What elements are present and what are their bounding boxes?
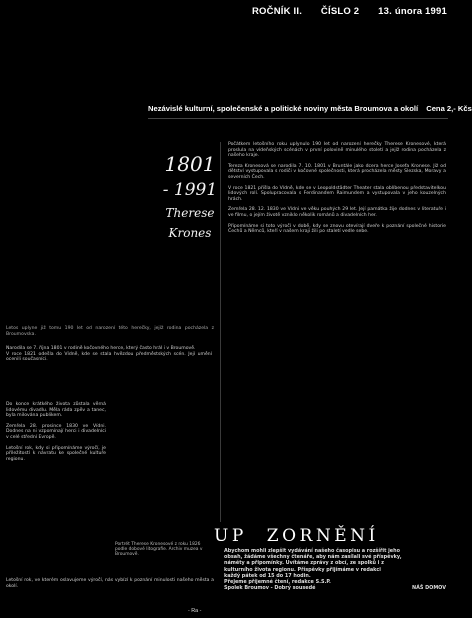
- article-left-outro: [6, 578, 214, 608]
- masthead-volume: ROČNÍK II.: [252, 6, 303, 17]
- notice-title-part-a: UP: [214, 526, 247, 546]
- notice-line: každý pátek od 15 do 17 hodin.: [224, 572, 311, 579]
- paragraph: Tereza Kronesová se narodila 7. 10. 1801 v Bruntále jako dcera herce Josefa Kronese. Již od dětství vystupovala s rodiči v kočovné společnosti, která procházela městy Slezska, Moravy a severních Čech.: [228, 163, 446, 180]
- photo-caption: [115, 542, 211, 582]
- memorial-last-name: Krones: [168, 226, 212, 240]
- masthead-date: 13. února 1991: [378, 6, 447, 17]
- notice-line: Abychom mohli zlepšit vydávání našeho časopisu a rozšířit jeho: [224, 548, 400, 554]
- masthead: [252, 6, 447, 17]
- caption-text: Portrét Therese Kronesové z roku 1826 podle dobové litografie. Archiv muzea v Broumově.: [115, 542, 203, 557]
- notice-signoff-right: NÁŠ DOMOV: [412, 585, 446, 592]
- newspaper-subtitle: [148, 104, 472, 113]
- paragraph: Připomínáme si toto výročí v době, kdy se znovu otevírají dveře k poznání společné historie Čechů a Němců, kteří v našem kraji žili po staletí vedle sebe.: [228, 223, 446, 235]
- article-left-lead: [6, 346, 212, 398]
- notice-line: obsah, žádáme všechny čtenáře, aby nám zasílali své příspěvky,: [224, 554, 402, 561]
- notice-signoff-row: [224, 585, 446, 591]
- notice-title: [214, 526, 450, 546]
- notice-title-part-b: ZORNĚNÍ: [266, 526, 379, 546]
- paragraph: V roce 1821 odešla do Vídně, kde se stala hvězdou předměstských scén. Její umění ocenili současníci.: [6, 351, 212, 363]
- subtitle-price: Cena 2,- Kčs: [426, 104, 472, 113]
- article-left-intro: [6, 326, 214, 340]
- paragraph: V roce 1821 přišla do Vídně, kde se v Leopoldstädter Theater stala oblíbenou představitelkou lidových rolí. Spolupracovala s Ferdinandem Raimundem a vystupovala v jeho kouzelných hrách.: [228, 185, 446, 202]
- paragraph: Do konce krátkého života zůstala věrná lidovému divadlu. Měla ráda zpěv a tanec, byla milována publikem.: [6, 402, 106, 419]
- subtitle-text: Nezávislé kulturní, společenské a politické noviny města Broumova a okolí: [148, 104, 419, 113]
- paragraph: Zemřela 28. prosince 1830 ve Vídni. Dodnes na ni vzpomínají herci i divadelníci v celé střední Evropě.: [6, 423, 106, 440]
- intro-text: Letos uplyne již tomu 190 let od narození této herečky, jejíž rodina pocházela z Broumovska.: [6, 326, 214, 337]
- notice-line: kulturního života regionu. Příspěvky přijímáme v redakci: [224, 566, 381, 573]
- column-divider: [220, 142, 221, 522]
- notice-line: Přejeme příjemné čtení, redakce S.S.P.: [224, 579, 331, 586]
- notice-body: [224, 548, 446, 591]
- paragraph: Zemřela 28. 12. 1830 ve Vídni ve věku pouhých 29 let. Její památka žije dodnes v literatuře i ve filmu, o jejím životě vzniklo několik románů a divadelních her.: [228, 207, 446, 218]
- article-right-column: [228, 142, 446, 522]
- article-left-column: [6, 402, 106, 570]
- outro-text: Letošní rok, ve kterém oslavujeme výročí, nás vybízí k poznání minulosti našeho města a okolí.: [6, 578, 214, 589]
- paragraph: Narodila se 7. října 1801 v rodině kočovného herce, který často hrál i v Broumově.: [6, 346, 196, 351]
- notice-line: náměty a připomínky. Uvítáme zprávy z obcí, ze spolků i z: [224, 560, 384, 567]
- memorial-birth-year: 1801: [164, 152, 216, 176]
- paragraph: Letošní rok, kdy si připomínáme výročí, je příležitostí k návratu ke společné kultuře regionu.: [6, 445, 106, 462]
- masthead-issue: ČÍSLO 2: [320, 6, 360, 17]
- memorial-death-year: - 1991: [162, 180, 218, 200]
- paragraph: Počátkem letošního roku uplynulo 190 let od narození herečky Therese Kronesové, která proslula na vídeňských scénách v první polovině minulého století a jejíž rodina pocházela z našeho kraje.: [228, 142, 446, 159]
- notice-signoff: Spolek Broumov - Dobrý sousedé: [224, 585, 316, 592]
- article-signature: - Ra -: [188, 608, 202, 614]
- header-divider: [148, 118, 448, 119]
- memorial-first-name: Therese: [165, 206, 215, 220]
